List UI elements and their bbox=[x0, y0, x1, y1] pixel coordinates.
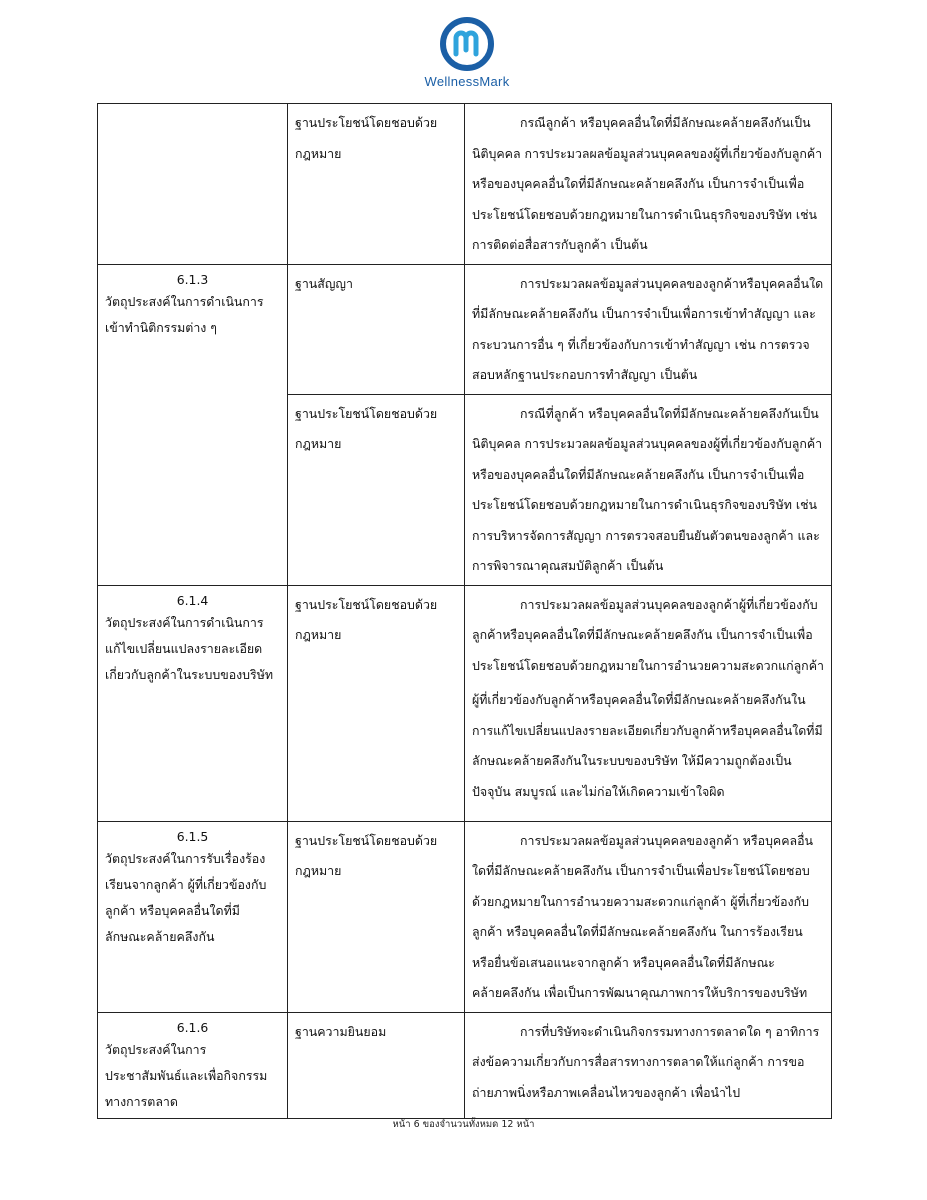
description-paragraph: การประมวลผลข้อมูลส่วนบุคคลของลูกค้า หรือบุคคลอื่นใดที่มีลักษณะคล้ายคลึงกัน เป็นการจำเป็นเพื่อประโยชน์โดยชอบด้วยกฎหมายในการอำนวยความสะดวกแก่ลูกค้า ผู้ที่เกี่ยวข้องกับลูกค้า หรือบุคคลอื่นใดที่มีลักษณะคล้ายคลึงกัน ในการร้องเรียนหรือยื่นข้อเสนอแนะจากลูกค้า หรือบุคคลอื่นใดที่มีลักษณะคล้ายคลึงกัน เพื่อเป็นการพัฒนาคุณภาพการให้บริการของบริษัท bbox=[472, 832, 814, 1000]
table-row bbox=[98, 1012, 832, 1118]
legal-basis-cell: ฐานความยินยอม bbox=[288, 1012, 465, 1118]
table-row bbox=[98, 585, 832, 821]
purpose-number: 6.1.3 bbox=[176, 271, 209, 287]
purpose-basis-table bbox=[97, 103, 832, 1119]
description-paragraph: ผู้ที่เกี่ยวข้องกับลูกค้าหรือบุคคลอื่นใดที่มีลักษณะคล้ายคลึงกันในการแก้ไขเปลี่ยนแปลงรายละเอียดเกี่ยวกับลูกค้าหรือบุคคลอื่นใดที่มีลักษณะคล้ายคลึงกันในระบบของบริษัท ให้มีความถูกต้องเป็นปัจจุบัน สมบูรณ์ และไม่ก่อให้เกิดความเข้าใจผิด bbox=[472, 692, 823, 799]
purpose-title: วัตถุประสงค์ในการประชาสัมพันธ์และเพื่อกิจกรรมทางการตลาด bbox=[105, 1041, 268, 1109]
description-cell bbox=[465, 1012, 832, 1118]
purpose-title: วัตถุประสงค์ในการดำเนินการแก้ไขเปลี่ยนแปลงรายละเอียดเกี่ยวกับลูกค้าในระบบของบริษัท bbox=[105, 614, 274, 682]
description-paragraph: กรณีลูกค้า หรือบุคคลอื่นใดที่มีลักษณะคล้ายคลึงกันเป็นนิติบุคคล การประมวลผลข้อมูลส่วนบุคคลของผู้ที่เกี่ยวข้องกับลูกค้าหรือของบุคคลอื่นใดที่มีลักษณะคล้ายคลึงกัน เป็นการจำเป็นเพื่อประโยชน์โดยชอบด้วยกฎหมายในการดำเนินธุรกิจของบริษัท เช่น การติดต่อสื่อสารกับลูกค้า เป็นต้น bbox=[472, 115, 823, 252]
description-cell bbox=[465, 821, 832, 1012]
description-cell bbox=[465, 394, 832, 585]
table-row bbox=[98, 821, 832, 1012]
company-logo bbox=[412, 16, 522, 100]
description-paragraph: กรณีที่ลูกค้า หรือบุคคลอื่นใดที่มีลักษณะคล้ายคลึงกันเป็นนิติบุคคล การประมวลผลข้อมูลส่วนบุคคลของผู้ที่เกี่ยวข้องกับลูกค้าหรือของบุคคลอื่นใดที่มีลักษณะคล้ายคลึงกัน เป็นการจำเป็นเพื่อประโยชน์โดยชอบด้วยกฎหมายในการดำเนินธุรกิจของบริษัท เช่น การบริหารจัดการสัญญา การตรวจสอบยืนยันตัวตนของลูกค้า และ การพิจารณาคุณสมบัติลูกค้า เป็นต้น bbox=[472, 405, 823, 573]
purpose-title: วัตถุประสงค์ในการดำเนินการเข้าทำนิติกรรมต่าง ๆ bbox=[105, 293, 264, 335]
purpose-number: 6.1.5 bbox=[176, 828, 209, 844]
legal-basis-cell: ฐานสัญญา bbox=[288, 264, 465, 394]
description-paragraph: การประมวลผลข้อมูลส่วนบุคคลของลูกค้าหรือบุคคลอื่นใดที่มีลักษณะคล้ายคลึงกัน เป็นการจำเป็นเพื่อการเข้าทำสัญญา และกระบวนการอื่น ๆ ที่เกี่ยวข้องกับการเข้าทำสัญญา เช่น การตรวจสอบหลักฐานประกอบการทำสัญญา เป็นต้น bbox=[472, 275, 824, 382]
table-row bbox=[98, 264, 832, 394]
legal-basis-cell: ฐานประโยชน์โดยชอบด้วยกฎหมาย bbox=[288, 394, 465, 585]
description-paragraph: การที่บริษัทจะดำเนินกิจกรรมทางการตลาดใด ๆ อาทิการส่งข้อความเกี่ยวกับการสื่อสารทางการตลาดให้แก่ลูกค้า การขอถ่ายภาพนิ่งหรือภาพเคลื่อนไหวของลูกค้า เพื่อนำไป bbox=[472, 1023, 820, 1100]
purpose-cell bbox=[98, 264, 288, 585]
description-cell bbox=[465, 104, 832, 265]
purpose-cell bbox=[98, 585, 288, 821]
legal-basis-cell: ฐานประโยชน์โดยชอบด้วยกฎหมาย bbox=[288, 585, 465, 821]
purpose-title: วัตถุประสงค์ในการรับเรื่องร้องเรียนจากลูกค้า ผู้ที่เกี่ยวข้องกับลูกค้า หรือบุคคลอื่นใดที่มีลักษณะคล้ายคลึงกัน bbox=[105, 850, 267, 944]
purpose-cell bbox=[98, 104, 288, 265]
purpose-cell bbox=[98, 1012, 288, 1118]
description-cell bbox=[465, 585, 832, 821]
table-row bbox=[98, 104, 832, 265]
logo-wordmark: WellnessMark bbox=[424, 74, 510, 89]
legal-basis-cell: ฐานประโยชน์โดยชอบด้วยกฎหมาย bbox=[288, 821, 465, 1012]
purpose-number: 6.1.6 bbox=[176, 1019, 209, 1035]
purpose-number: 6.1.4 bbox=[176, 592, 209, 608]
legal-basis-cell: ฐานประโยชน์โดยชอบด้วยกฎหมาย bbox=[288, 104, 465, 265]
wellnessmark-logo-icon bbox=[439, 16, 495, 72]
description-paragraph: การประมวลผลข้อมูลส่วนบุคคลของลูกค้าผู้ที่เกี่ยวข้องกับลูกค้าหรือบุคคลอื่นใดที่มีลักษณะคล้ายคลึงกัน เป็นการจำเป็นเพื่อประโยชน์โดยชอบด้วยกฎหมายในการอำนวยความสะดวกแก่ลูกค้า bbox=[472, 596, 824, 673]
page-footer: หน้า 6 ของจำนวนทั้งหมด 12 หน้า bbox=[392, 1119, 535, 1130]
purpose-cell bbox=[98, 821, 288, 1012]
description-cell bbox=[465, 264, 832, 394]
